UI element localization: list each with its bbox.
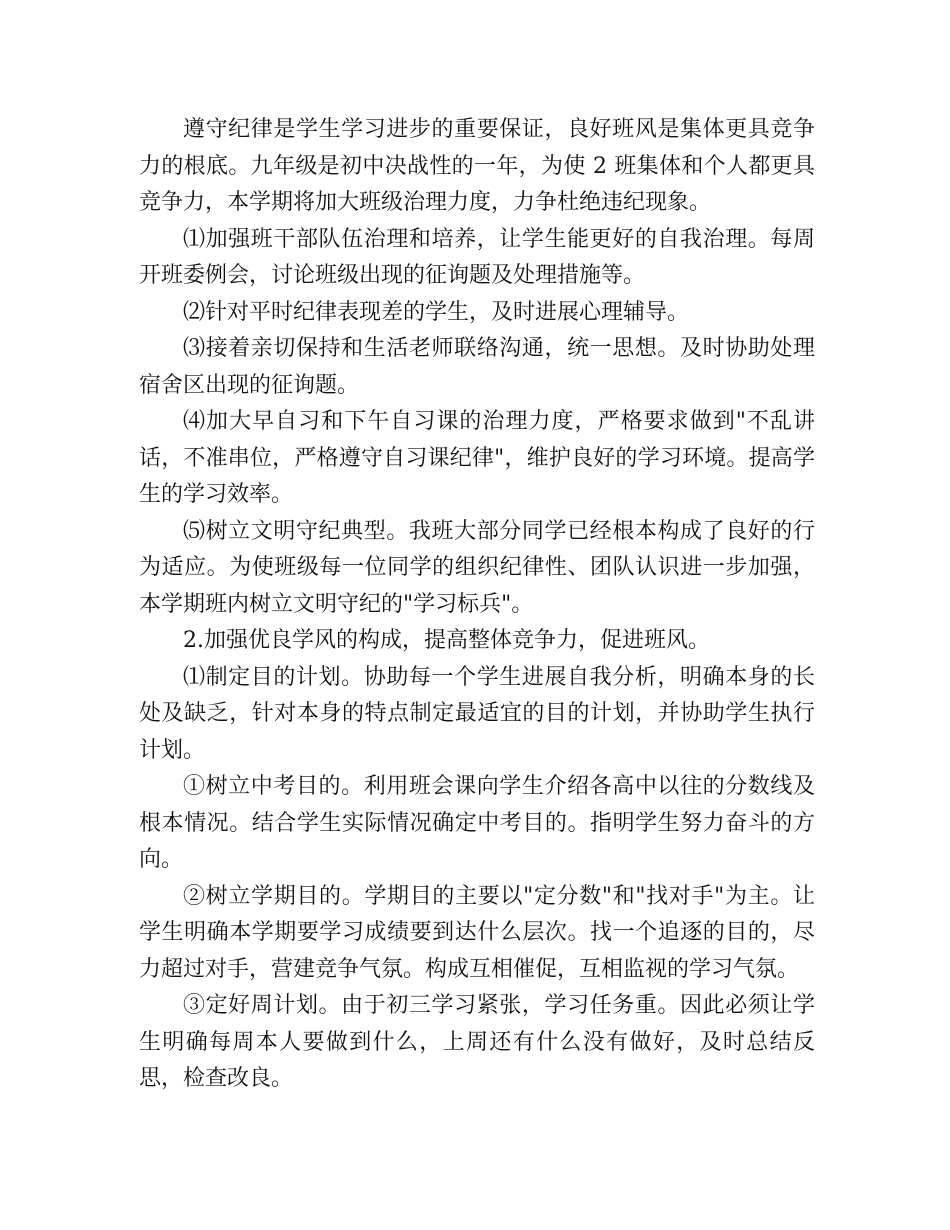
paragraph-intro: 遵守纪律是学生学习进步的重要保证，良好班风是集体更具竞争力的根底。九年级是初中决战性的一年，为使 2 班集体和个人都更具竞争力，本学期将加大班级治理力度，力争杜绝违纪现象。 <box>139 117 815 215</box>
paragraph-item-1: ⑴加强班干部队伍治理和培养，让学生能更好的自我治理。每周开班委例会，讨论班级出现的征询题及处理措施等。 <box>139 226 815 288</box>
paragraph-term-goal: ②树立学期目的。学期目的主要以"定分数"和"找对手"为主。让学生明确本学期要学习成绩要到达什么层次。找一个追逐的目的，尽力超过对手，营建竞争气氛。构成互相催促，互相监视的学习气氛。 <box>139 883 815 982</box>
section-heading-2: 2.加强优良学风的构成，提高整体竞争力，促进班风。 <box>183 628 710 653</box>
paragraph-item-3: ⑶接着亲切保持和生活老师联络沟通，统一思想。及时协助处理宿舍区出现的征询题。 <box>139 336 815 398</box>
paragraph-item-2: ⑵针对平时纪律表现差的学生，及时进展心理辅导。 <box>183 299 690 325</box>
paragraph-item-4: ⑷加大早自习和下午自习课的治理力度，严格要求做到"不乱讲话，不准串位，严格遵守自习课纪律"，维护良好的学习环境。提高学生的学习效率。 <box>139 409 815 507</box>
paragraph-weekly-plan: ③定好周计划。由于初三学习紧张，学习任务重。因此必须让学生明确每周本人要做到什么，上周还有什么没有做好，及时总结反思，检查改良。 <box>139 993 815 1091</box>
document-body <box>139 112 815 1098</box>
paragraph-item-5: ⑸树立文明守纪典型。我班大部分同学已经根本构成了良好的行为适应。为使班级每一位同学的组织纪律性、团队认识进一步加强，本学期班内树立文明守纪的"学习标兵"。 <box>139 518 815 617</box>
paragraph-goal-plan: ⑴制定目的计划。协助每一个学生进展自我分析，明确本身的长处及缺乏，针对本身的特点制定最适宜的目的计划，并协助学生执行计划。 <box>139 664 815 763</box>
paragraph-exam-goal: ①树立中考目的。利用班会课向学生介绍各高中以往的分数线及根本情况。结合学生实际情况确定中考目的。指明学生努力奋斗的方向。 <box>139 774 815 872</box>
